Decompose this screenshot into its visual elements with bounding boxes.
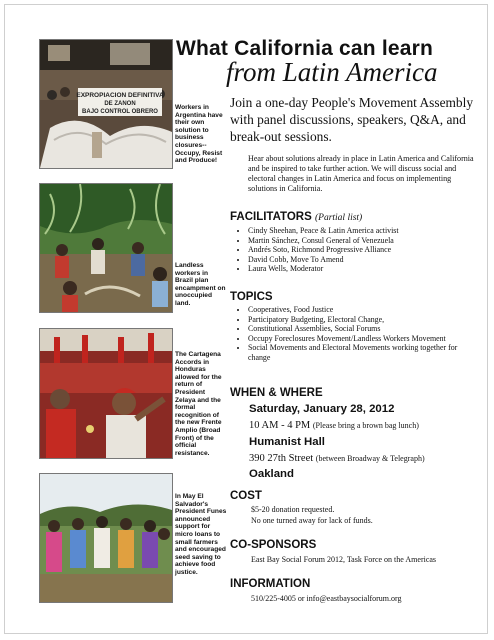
cost-heading: COST	[230, 490, 262, 502]
photo-el-salvador-farmers	[39, 473, 173, 603]
topic-item: • Occupy Foreclosures Movement/Landless Workers Movement	[248, 334, 466, 344]
topic-item: • Social Movements and Electoral Movements working together for change	[248, 343, 466, 362]
cosponsors-heading: CO-SPONSORS	[230, 539, 317, 551]
cost-line1: $5-20 donation requested.	[251, 505, 335, 514]
photo-brazil-landless-workers	[39, 183, 173, 313]
photo-argentina-workers	[39, 39, 173, 169]
intro-text: Join a one-day People's Movement Assembly with panel discussions, speakers, Q&A, and break-out sessions.	[230, 95, 474, 144]
banner-text-line3: BAJO CONTROL OBRERO	[82, 109, 158, 115]
event-address-value: 390 27th Street	[249, 453, 314, 464]
facilitator-item: • Andrés Soto, Richmond Progressive Alliance	[248, 245, 466, 255]
facilitators-list	[236, 226, 466, 274]
facilitator-item: • Cindy Sheehan, Peace & Latin America activist	[248, 226, 466, 236]
facilitator-item: • David Cobb, Move To Amend	[248, 255, 466, 265]
event-date: Saturday, January 28, 2012	[249, 403, 395, 415]
photo-caption-el-salvador: In May El Salvador's President Funes announced support for micro loans to small farmers and encouraged seed saving to achieve food justice.	[175, 493, 227, 576]
photo-caption-argentina: Workers in Argentina have their own solution to business closures--Occupy, Resist and Produce!	[175, 104, 223, 165]
when-where-heading: WHEN & WHERE	[230, 387, 323, 399]
event-address	[249, 453, 425, 464]
facilitator-item: • Martin Sánchez, Consul General of Venezuela	[248, 236, 466, 246]
event-address-note: (between Broadway & Telegraph)	[315, 454, 425, 463]
photo-caption-brazil: Landless workers in Brazil plan encampment on unoccupied land.	[175, 262, 226, 307]
cosponsors-text: East Bay Social Forum 2012, Task Force on the Americas	[251, 555, 437, 564]
event-venue: Humanist Hall	[249, 436, 325, 448]
information-heading: INFORMATION	[230, 578, 311, 590]
banner-text-line1: EXPROPIACION DEFINITIVA	[76, 92, 164, 99]
event-time-value: 10 AM - 4 PM	[249, 420, 311, 431]
facilitators-heading	[230, 211, 362, 223]
facilitator-item: • Laura Wells, Moderator	[248, 264, 466, 274]
topics-list	[236, 305, 466, 363]
event-city: Oakland	[249, 468, 294, 480]
information-text: 510/225-4005 or info@eastbaysocialforum.org	[251, 594, 402, 603]
photo-caption-honduras: The Cartagena Accords in Honduras allowed for the return of President Zelaya and the formal recognition of the new Frente Amplio (Broad Front) of the official resistance.	[175, 351, 222, 457]
cost-line2: No one turned away for lack of funds.	[251, 516, 373, 525]
flyer-title-line2: from Latin America	[226, 57, 438, 87]
topic-item: • Cooperatives, Food Justice	[248, 305, 466, 315]
topics-heading: TOPICS	[230, 291, 273, 303]
description-text: Hear about solutions already in place in Latin America and California and be inspired to take further action. We will discuss social and electoral changes in Latin America and focus on implementing solutions in California.	[248, 154, 474, 193]
facilitators-heading-text: FACILITATORS	[230, 211, 312, 223]
facilitators-subheading: (Partial list)	[314, 213, 363, 223]
flyer-title-line1: What California can learn	[176, 37, 434, 60]
topic-item: • Participatory Budgeting, Electoral Change,	[248, 315, 466, 325]
event-time	[249, 420, 419, 431]
event-time-note: (Please bring a brown bag lunch)	[312, 421, 419, 430]
banner-text-line2: DE ZANON	[104, 101, 136, 107]
photo-honduras-rally	[39, 328, 173, 459]
topic-item: • Constitutional Assemblies, Social Forums	[248, 324, 466, 334]
